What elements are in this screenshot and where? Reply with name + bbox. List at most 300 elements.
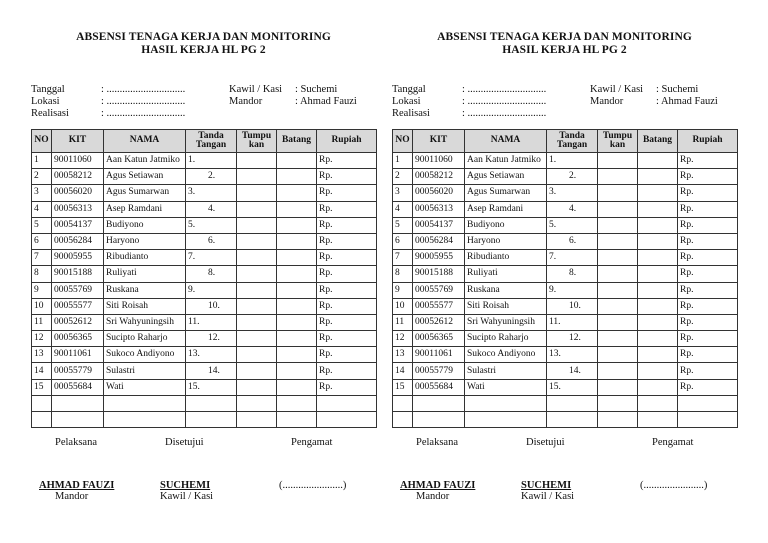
cell-tumpukan[interactable] — [598, 331, 638, 347]
cell-batang[interactable] — [277, 347, 317, 363]
cell-tanda-tangan[interactable]: 14. — [547, 363, 598, 379]
kawil-label: Kawil / Kasi — [590, 84, 644, 95]
kawil-signature-name: SUCHEMI — [521, 480, 572, 491]
form-right — [392, 0, 737, 543]
cell-nama: Sri Wahyuningsih — [104, 314, 186, 330]
pengamat-signature-blank[interactable]: (.......................) — [640, 480, 708, 491]
cell-tanda-tangan[interactable]: 1. — [547, 153, 598, 169]
header-kit: KIT — [413, 130, 465, 153]
cell-tanda-tangan[interactable]: 2. — [186, 169, 237, 185]
cell-tanda-tangan[interactable]: 10. — [547, 298, 598, 314]
table-row — [393, 185, 738, 201]
cell-no: 11 — [393, 314, 413, 330]
cell-tumpukan[interactable] — [598, 153, 638, 169]
cell-rupiah[interactable]: Rp. — [678, 363, 738, 379]
cell-tanda-tangan[interactable]: 12. — [186, 331, 237, 347]
cell-nama: Siti Roisah — [465, 298, 547, 314]
cell-batang[interactable] — [638, 185, 678, 201]
cell-nama: Budiyono — [104, 217, 186, 233]
cell-empty[interactable] — [32, 412, 52, 428]
cell-empty[interactable] — [393, 412, 413, 428]
table-row — [393, 282, 738, 298]
cell-empty[interactable] — [277, 395, 317, 411]
cell-tumpukan[interactable] — [598, 169, 638, 185]
cell-kit: 90005955 — [52, 250, 104, 266]
cell-empty[interactable] — [678, 412, 738, 428]
kawil-signature-role: Kawil / Kasi — [521, 491, 575, 502]
tanggal-field[interactable]: : .............................. — [462, 84, 547, 95]
cell-no: 11 — [32, 314, 52, 330]
table-row — [32, 250, 377, 266]
cell-batang[interactable] — [277, 250, 317, 266]
cell-tumpukan[interactable] — [598, 363, 638, 379]
cell-kit: 00055779 — [52, 363, 104, 379]
cell-tanda-tangan[interactable]: 3. — [186, 185, 237, 201]
cell-tanda-tangan[interactable]: 11. — [547, 314, 598, 330]
table-row — [32, 331, 377, 347]
cell-no: 4 — [393, 201, 413, 217]
cell-no: 9 — [393, 282, 413, 298]
cell-nama: Sukoco Andiyono — [104, 347, 186, 363]
cell-tumpukan[interactable] — [598, 266, 638, 282]
cell-kit: 90011061 — [413, 347, 465, 363]
cell-no: 1 — [393, 153, 413, 169]
table-header-row — [32, 130, 377, 153]
cell-nama: Ribudianto — [465, 250, 547, 266]
cell-rupiah[interactable]: Rp. — [317, 347, 377, 363]
cell-batang[interactable] — [277, 169, 317, 185]
cell-no: 3 — [393, 185, 413, 201]
cell-nama: Agus Setiawan — [104, 169, 186, 185]
attendance-table — [392, 129, 738, 428]
cell-nama: Asep Ramdani — [465, 201, 547, 217]
cell-empty[interactable] — [186, 395, 237, 411]
cell-nama: Sulastri — [104, 363, 186, 379]
cell-batang[interactable] — [638, 331, 678, 347]
realisasi-label: Realisasi — [31, 108, 69, 119]
table-row — [32, 379, 377, 395]
cell-empty[interactable] — [413, 412, 465, 428]
cell-kit: 00058212 — [52, 169, 104, 185]
cell-rupiah[interactable]: Rp. — [678, 153, 738, 169]
cell-nama: Siti Roisah — [104, 298, 186, 314]
cell-tanda-tangan[interactable]: 9. — [547, 282, 598, 298]
cell-rupiah[interactable]: Rp. — [317, 363, 377, 379]
cell-tumpukan[interactable] — [237, 314, 277, 330]
cell-kit: 00052612 — [52, 314, 104, 330]
kawil-label: Kawil / Kasi — [229, 84, 283, 95]
cell-tumpukan[interactable] — [598, 298, 638, 314]
cell-tanda-tangan[interactable]: 3. — [547, 185, 598, 201]
cell-batang[interactable] — [638, 282, 678, 298]
pengamat-signature-blank[interactable]: (.......................) — [279, 480, 347, 491]
cell-rupiah[interactable]: Rp. — [678, 266, 738, 282]
table-row — [32, 363, 377, 379]
cell-tumpukan[interactable] — [237, 185, 277, 201]
cell-empty[interactable] — [52, 395, 104, 411]
cell-tanda-tangan[interactable]: 6. — [186, 233, 237, 249]
cell-no: 14 — [32, 363, 52, 379]
cell-batang[interactable] — [638, 233, 678, 249]
cell-kit: 00056284 — [413, 233, 465, 249]
cell-nama: Sukoco Andiyono — [465, 347, 547, 363]
form-title-line2: HASIL KERJA HL PG 2 — [141, 44, 266, 56]
tanggal-field[interactable]: : .............................. — [101, 84, 186, 95]
cell-empty[interactable] — [465, 412, 547, 428]
table-row — [393, 201, 738, 217]
cell-empty[interactable] — [678, 395, 738, 411]
table-row — [32, 217, 377, 233]
mandor-signature-name: AHMAD FAUZI — [39, 480, 115, 491]
cell-no: 10 — [393, 298, 413, 314]
cell-empty[interactable] — [638, 395, 678, 411]
cell-nama: Ruskana — [465, 282, 547, 298]
cell-no: 7 — [393, 250, 413, 266]
cell-nama: Ruliyati — [104, 266, 186, 282]
cell-kit: 90015188 — [413, 266, 465, 282]
cell-rupiah[interactable]: Rp. — [317, 217, 377, 233]
cell-empty[interactable] — [317, 412, 377, 428]
cell-empty[interactable] — [465, 395, 547, 411]
cell-rupiah[interactable]: Rp. — [317, 201, 377, 217]
table-row — [32, 298, 377, 314]
cell-empty[interactable] — [547, 395, 598, 411]
cell-nama: Agus Sumarwan — [104, 185, 186, 201]
cell-kit: 90005955 — [413, 250, 465, 266]
cell-rupiah[interactable]: Rp. — [678, 379, 738, 395]
header-nama: NAMA — [465, 130, 547, 153]
cell-rupiah[interactable]: Rp. — [317, 379, 377, 395]
cell-rupiah[interactable]: Rp. — [317, 314, 377, 330]
cell-batang[interactable] — [277, 331, 317, 347]
cell-tumpukan[interactable] — [237, 298, 277, 314]
tanggal-label: Tanggal — [31, 84, 65, 95]
cell-tumpukan[interactable] — [237, 266, 277, 282]
cell-batang[interactable] — [277, 379, 317, 395]
attendance-table — [31, 129, 377, 428]
cell-nama: Aan Katun Jatmiko — [104, 153, 186, 169]
table-row — [393, 331, 738, 347]
cell-no: 15 — [393, 379, 413, 395]
cell-empty[interactable] — [393, 395, 413, 411]
cell-no: 14 — [393, 363, 413, 379]
table-row-empty — [32, 412, 377, 428]
realisasi-label: Realisasi — [392, 108, 430, 119]
cell-tumpukan[interactable] — [598, 233, 638, 249]
header-tumpukan: Tumpu kan — [237, 130, 277, 153]
cell-kit: 00056284 — [52, 233, 104, 249]
cell-rupiah[interactable]: Rp. — [678, 233, 738, 249]
cell-tumpukan[interactable] — [598, 201, 638, 217]
form-title-line1: ABSENSI TENAGA KERJA DAN MONITORING — [76, 31, 331, 43]
cell-empty[interactable] — [547, 412, 598, 428]
cell-batang[interactable] — [638, 266, 678, 282]
cell-rupiah[interactable]: Rp. — [317, 282, 377, 298]
cell-empty[interactable] — [186, 412, 237, 428]
cell-tanda-tangan[interactable]: 11. — [186, 314, 237, 330]
cell-batang[interactable] — [277, 153, 317, 169]
cell-tumpukan[interactable] — [237, 363, 277, 379]
table-row-empty — [393, 412, 738, 428]
table-row-empty — [393, 395, 738, 411]
cell-batang[interactable] — [638, 314, 678, 330]
cell-kit: 00056365 — [413, 331, 465, 347]
cell-tanda-tangan[interactable]: 7. — [186, 250, 237, 266]
cell-kit: 00056020 — [413, 185, 465, 201]
cell-rupiah[interactable]: Rp. — [317, 266, 377, 282]
cell-kit: 90011060 — [413, 153, 465, 169]
cell-empty[interactable] — [598, 412, 638, 428]
table-row — [393, 379, 738, 395]
cell-empty[interactable] — [277, 412, 317, 428]
cell-no: 2 — [393, 169, 413, 185]
mandor-label: Mandor — [229, 96, 263, 107]
header-tanda-tangan: Tanda Tangan — [547, 130, 598, 153]
cell-kit: 90011060 — [52, 153, 104, 169]
table-row — [393, 347, 738, 363]
cell-batang[interactable] — [277, 217, 317, 233]
cell-tumpukan[interactable] — [237, 153, 277, 169]
cell-tumpukan[interactable] — [598, 217, 638, 233]
cell-rupiah[interactable]: Rp. — [678, 217, 738, 233]
cell-rupiah[interactable]: Rp. — [317, 169, 377, 185]
cell-tanda-tangan[interactable]: 4. — [186, 201, 237, 217]
cell-empty[interactable] — [104, 395, 186, 411]
pengamat-label: Pengamat — [652, 437, 694, 448]
cell-rupiah[interactable]: Rp. — [678, 185, 738, 201]
cell-tanda-tangan[interactable]: 15. — [186, 379, 237, 395]
cell-batang[interactable] — [638, 153, 678, 169]
header-tumpukan: Tumpu kan — [598, 130, 638, 153]
cell-kit: 00055577 — [52, 298, 104, 314]
cell-batang[interactable] — [277, 185, 317, 201]
disetujui-label: Disetujui — [165, 437, 204, 448]
realisasi-field[interactable]: : .............................. — [462, 108, 547, 119]
lokasi-field[interactable]: : .............................. — [101, 96, 186, 107]
cell-no: 6 — [393, 233, 413, 249]
mandor-label: Mandor — [590, 96, 624, 107]
cell-tanda-tangan[interactable]: 4. — [547, 201, 598, 217]
mandor-value: : Ahmad Fauzi — [295, 96, 357, 107]
table-row — [393, 266, 738, 282]
kawil-value: : Suchemi — [295, 84, 338, 95]
cell-batang[interactable] — [277, 201, 317, 217]
header-rupiah: Rupiah — [317, 130, 377, 153]
cell-batang[interactable] — [638, 169, 678, 185]
mandor-signature-role: Mandor — [416, 491, 450, 502]
realisasi-field[interactable]: : .............................. — [101, 108, 186, 119]
cell-kit: 00055577 — [413, 298, 465, 314]
header-kit: KIT — [52, 130, 104, 153]
cell-kit: 00052612 — [413, 314, 465, 330]
cell-tanda-tangan[interactable]: 13. — [186, 347, 237, 363]
cell-rupiah[interactable]: Rp. — [678, 314, 738, 330]
cell-empty[interactable] — [598, 395, 638, 411]
cell-no: 12 — [32, 331, 52, 347]
cell-tumpukan[interactable] — [237, 282, 277, 298]
cell-rupiah[interactable]: Rp. — [678, 169, 738, 185]
cell-rupiah[interactable]: Rp. — [317, 250, 377, 266]
cell-nama: Budiyono — [465, 217, 547, 233]
cell-no: 1 — [32, 153, 52, 169]
table-row — [32, 314, 377, 330]
table-header-row — [393, 130, 738, 153]
header-batang: Batang — [638, 130, 678, 153]
header-tanda-tangan: Tanda Tangan — [186, 130, 237, 153]
cell-tanda-tangan[interactable]: 6. — [547, 233, 598, 249]
cell-tumpukan[interactable] — [237, 201, 277, 217]
table-row — [32, 347, 377, 363]
cell-empty[interactable] — [317, 395, 377, 411]
cell-no: 5 — [393, 217, 413, 233]
cell-empty[interactable] — [32, 395, 52, 411]
cell-batang[interactable] — [638, 217, 678, 233]
lokasi-label: Lokasi — [31, 96, 60, 107]
cell-rupiah[interactable]: Rp. — [317, 331, 377, 347]
table-row — [393, 153, 738, 169]
cell-batang[interactable] — [277, 298, 317, 314]
cell-nama: Sucipto Raharjo — [465, 331, 547, 347]
cell-tanda-tangan[interactable]: 5. — [186, 217, 237, 233]
cell-rupiah[interactable]: Rp. — [678, 331, 738, 347]
table-row — [32, 153, 377, 169]
table-row — [32, 169, 377, 185]
cell-rupiah[interactable]: Rp. — [678, 201, 738, 217]
table-row-empty — [32, 395, 377, 411]
cell-tumpukan[interactable] — [598, 282, 638, 298]
cell-tumpukan[interactable] — [237, 250, 277, 266]
cell-rupiah[interactable]: Rp. — [317, 185, 377, 201]
cell-tanda-tangan[interactable]: 9. — [186, 282, 237, 298]
disetujui-label: Disetujui — [526, 437, 565, 448]
cell-no: 3 — [32, 185, 52, 201]
cell-batang[interactable] — [277, 363, 317, 379]
cell-batang[interactable] — [638, 250, 678, 266]
cell-kit: 00056365 — [52, 331, 104, 347]
table-row — [32, 233, 377, 249]
cell-tumpukan[interactable] — [598, 185, 638, 201]
cell-no: 2 — [32, 169, 52, 185]
cell-tanda-tangan[interactable]: 7. — [547, 250, 598, 266]
cell-kit: 90011061 — [52, 347, 104, 363]
table-row — [393, 298, 738, 314]
form-title-line2: HASIL KERJA HL PG 2 — [502, 44, 627, 56]
cell-batang[interactable] — [638, 347, 678, 363]
cell-empty[interactable] — [413, 395, 465, 411]
cell-empty[interactable] — [52, 412, 104, 428]
cell-batang[interactable] — [277, 266, 317, 282]
cell-rupiah[interactable]: Rp. — [678, 347, 738, 363]
cell-kit: 00055779 — [413, 363, 465, 379]
cell-tanda-tangan[interactable]: 13. — [547, 347, 598, 363]
table-row — [32, 266, 377, 282]
cell-tumpukan[interactable] — [237, 217, 277, 233]
cell-no: 4 — [32, 201, 52, 217]
cell-tumpukan[interactable] — [237, 331, 277, 347]
cell-tumpukan[interactable] — [237, 233, 277, 249]
pelaksana-label: Pelaksana — [55, 437, 97, 448]
cell-tumpukan[interactable] — [598, 250, 638, 266]
table-row — [32, 185, 377, 201]
cell-nama: Haryono — [465, 233, 547, 249]
cell-batang[interactable] — [638, 379, 678, 395]
form-left — [31, 0, 376, 543]
cell-rupiah[interactable]: Rp. — [678, 298, 738, 314]
cell-tumpukan[interactable] — [237, 379, 277, 395]
kawil-value: : Suchemi — [656, 84, 699, 95]
cell-tanda-tangan[interactable]: 8. — [547, 266, 598, 282]
cell-tumpukan[interactable] — [598, 314, 638, 330]
cell-nama: Wati — [465, 379, 547, 395]
cell-batang[interactable] — [638, 201, 678, 217]
cell-no: 8 — [393, 266, 413, 282]
cell-batang[interactable] — [277, 314, 317, 330]
table-row — [32, 282, 377, 298]
cell-nama: Sri Wahyuningsih — [465, 314, 547, 330]
header-nama: NAMA — [104, 130, 186, 153]
cell-nama: Asep Ramdani — [104, 201, 186, 217]
table-row — [393, 250, 738, 266]
cell-empty[interactable] — [237, 412, 277, 428]
cell-empty[interactable] — [237, 395, 277, 411]
cell-batang[interactable] — [277, 282, 317, 298]
cell-tanda-tangan[interactable]: 1. — [186, 153, 237, 169]
cell-nama: Ribudianto — [104, 250, 186, 266]
cell-empty[interactable] — [104, 412, 186, 428]
cell-tanda-tangan[interactable]: 15. — [547, 379, 598, 395]
lokasi-label: Lokasi — [392, 96, 421, 107]
cell-tanda-tangan[interactable]: 14. — [186, 363, 237, 379]
cell-batang[interactable] — [638, 363, 678, 379]
cell-kit: 90015188 — [52, 266, 104, 282]
header-no: NO — [32, 130, 52, 153]
table-row — [393, 233, 738, 249]
cell-kit: 00055684 — [413, 379, 465, 395]
cell-nama: Wati — [104, 379, 186, 395]
lokasi-field[interactable]: : .............................. — [462, 96, 547, 107]
cell-tumpukan[interactable] — [598, 379, 638, 395]
mandor-signature-name: AHMAD FAUZI — [400, 480, 476, 491]
pengamat-label: Pengamat — [291, 437, 333, 448]
cell-rupiah[interactable]: Rp. — [317, 233, 377, 249]
cell-no: 6 — [32, 233, 52, 249]
cell-rupiah[interactable]: Rp. — [678, 282, 738, 298]
cell-nama: Aan Katun Jatmiko — [465, 153, 547, 169]
cell-kit: 00055769 — [52, 282, 104, 298]
cell-rupiah[interactable]: Rp. — [678, 250, 738, 266]
table-row — [32, 201, 377, 217]
cell-nama: Haryono — [104, 233, 186, 249]
cell-rupiah[interactable]: Rp. — [317, 153, 377, 169]
cell-rupiah[interactable]: Rp. — [317, 298, 377, 314]
table-row — [393, 314, 738, 330]
cell-tanda-tangan[interactable]: 12. — [547, 331, 598, 347]
cell-tumpukan[interactable] — [598, 347, 638, 363]
cell-tanda-tangan[interactable]: 2. — [547, 169, 598, 185]
cell-tanda-tangan[interactable]: 8. — [186, 266, 237, 282]
cell-batang[interactable] — [277, 233, 317, 249]
cell-kit: 00056020 — [52, 185, 104, 201]
cell-batang[interactable] — [638, 298, 678, 314]
pelaksana-label: Pelaksana — [416, 437, 458, 448]
cell-tumpukan[interactable] — [237, 169, 277, 185]
cell-tanda-tangan[interactable]: 10. — [186, 298, 237, 314]
cell-no: 10 — [32, 298, 52, 314]
cell-empty[interactable] — [638, 412, 678, 428]
cell-tanda-tangan[interactable]: 5. — [547, 217, 598, 233]
cell-tumpukan[interactable] — [237, 347, 277, 363]
cell-kit: 00055684 — [52, 379, 104, 395]
